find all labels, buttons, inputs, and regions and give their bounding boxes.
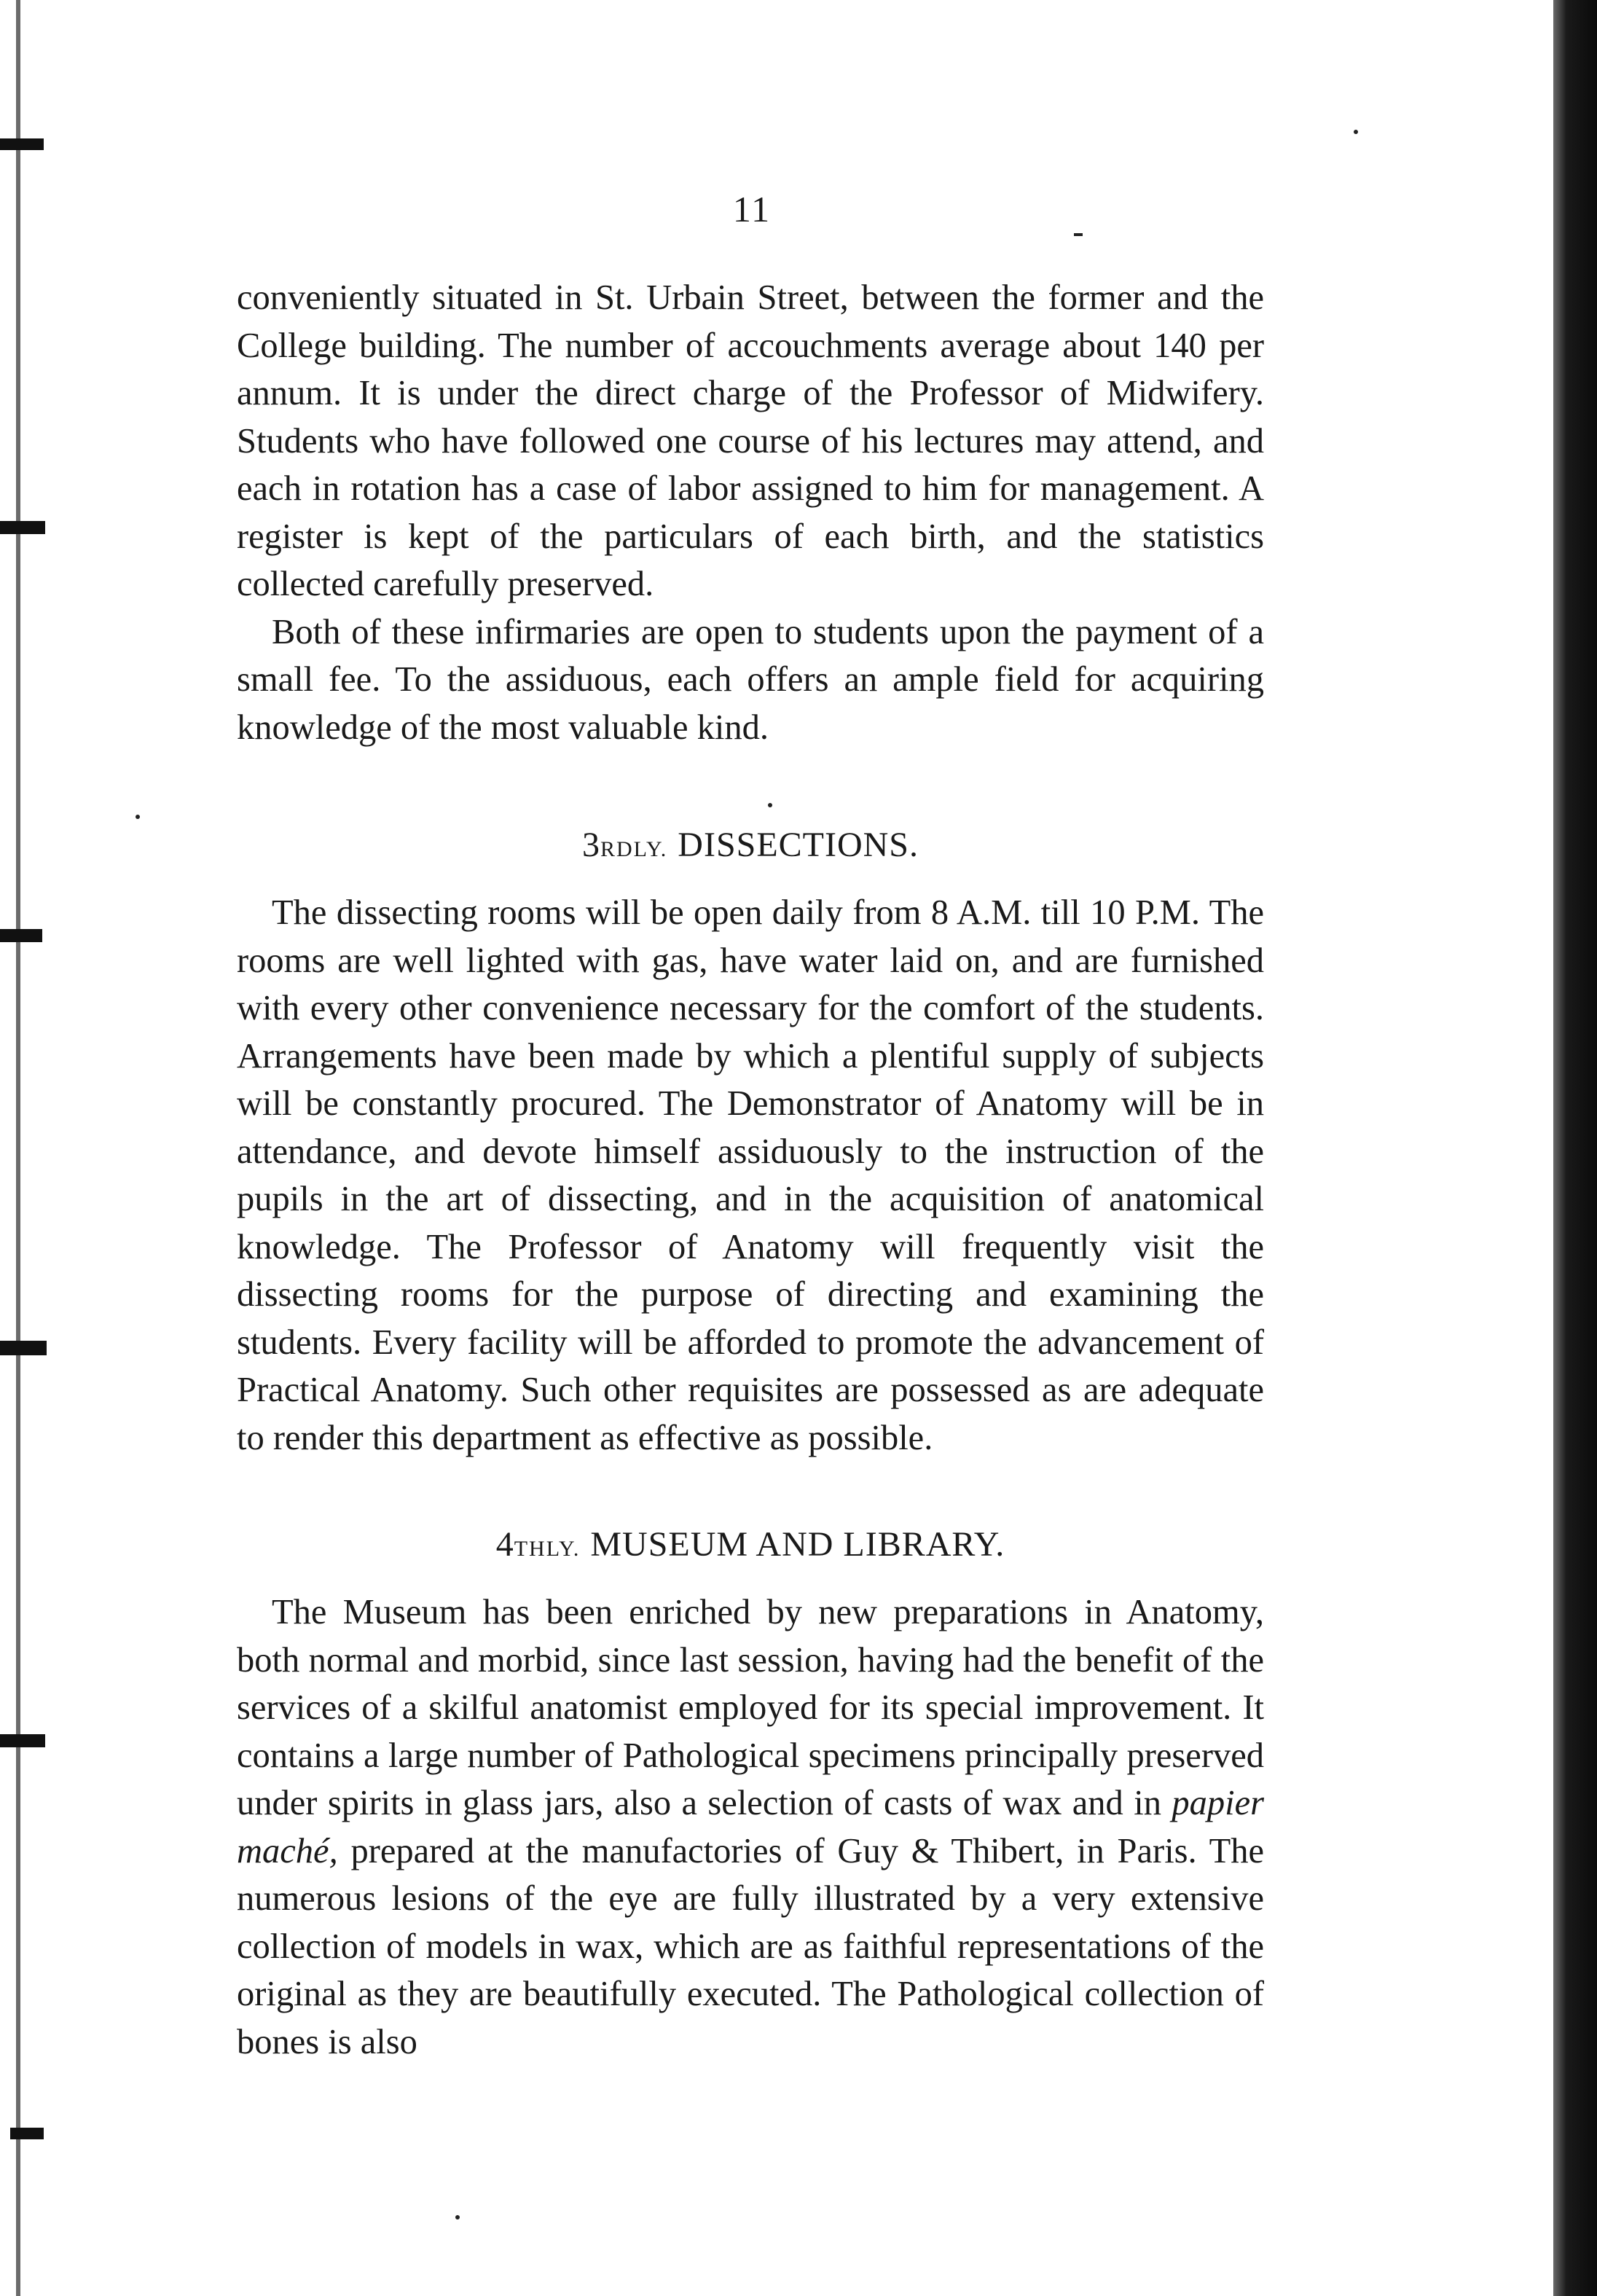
- binding-mark: [10, 2128, 44, 2139]
- scan-left-edge: [16, 0, 20, 2296]
- scan-speck: [136, 815, 140, 819]
- museum-text: [237, 1588, 1264, 2066]
- scan-right-edge: [1553, 0, 1597, 2296]
- heading-museum: [237, 1524, 1264, 1564]
- museum-text-part-2: prepared at the manufactories of Guy & Thibert, in Paris. The numerous lesions of the eye are fully illustrated by a very extensive collection of models in wax, which are as faithful representations of the original as they are beautifully executed. The Pathological collection of bones is also: [237, 1831, 1264, 2061]
- binding-mark: [0, 1341, 47, 1355]
- scan-speck: [1354, 130, 1358, 134]
- scan-speck: [455, 2215, 460, 2219]
- paragraph-museum: [237, 1588, 1264, 2066]
- heading-ordinal-number: 3: [582, 826, 600, 864]
- scan-speck: [1074, 233, 1083, 236]
- heading-dissections: [237, 825, 1264, 865]
- heading-ordinal-suffix: THLY.: [514, 1537, 581, 1561]
- binding-mark: [0, 138, 44, 150]
- binding-mark: [0, 1734, 45, 1747]
- museum-text-part-1: The Museum has been enriched by new preparations in Anatomy, both normal and morbid, since last session, having had the benefit of the services of a skilful anatomist employed for its special improvement. It contains a large number of Pathological specimens principally preserved under spirits in glass jars, also a selection of casts of wax and in: [237, 1593, 1264, 1822]
- heading-ordinal-suffix: RDLY.: [600, 837, 668, 861]
- binding-mark: [0, 521, 45, 534]
- heading-title: MUSEUM AND LIBRARY.: [590, 1525, 1005, 1564]
- page-number: 11: [732, 189, 772, 230]
- scan-speck: [768, 803, 772, 807]
- paragraph-infirmaries: Both of these infirmaries are open to students upon the payment of a small fee. To the assiduous, each offers an ample field for acquiring knowledge of the most valuable kind.: [237, 612, 1264, 747]
- paragraph-continuation: conveniently situated in St. Urbain Street, between the former and the College building. The number of accouchments average about 140 per annum. It is under the direct charge of the Professor of Midwifery. Students who have followed one course of his lectures may attend, and each in rotation has a case of labor assigned to him for management. A register is kept of the particulars of each birth, and the statistics collected carefully preserved.: [237, 278, 1264, 603]
- heading-ordinal-number: 4: [495, 1525, 514, 1564]
- heading-title: DISSECTIONS.: [678, 826, 919, 864]
- museum-text-italic: papier maché,: [237, 1784, 1264, 1870]
- paragraph-dissections: The dissecting rooms will be open daily from 8 A.M. till 10 P.M. The rooms are well lighted with gas, have water laid on, and are furnished with every other convenience necessary for the comfort of the students. Arrangements have been made by which a plentiful supply of subjects will be constantly procured. The Demonstrator of Anatomy will be in attendance, and devote himself assiduously to the instruction of the pupils in the art of dissecting, and in the acquisition of anatomical knowledge. The Professor of Anatomy will frequently visit the dissecting rooms for the purpose of directing and examining the students. Every facility will be afforded to promote the advancement of Practical Anatomy. Such other requisites are possessed as are adequate to render this department as effective as possible.: [237, 893, 1264, 1457]
- intro-text: [237, 274, 1264, 751]
- binding-mark: [0, 929, 42, 942]
- dissections-text: [237, 889, 1264, 1462]
